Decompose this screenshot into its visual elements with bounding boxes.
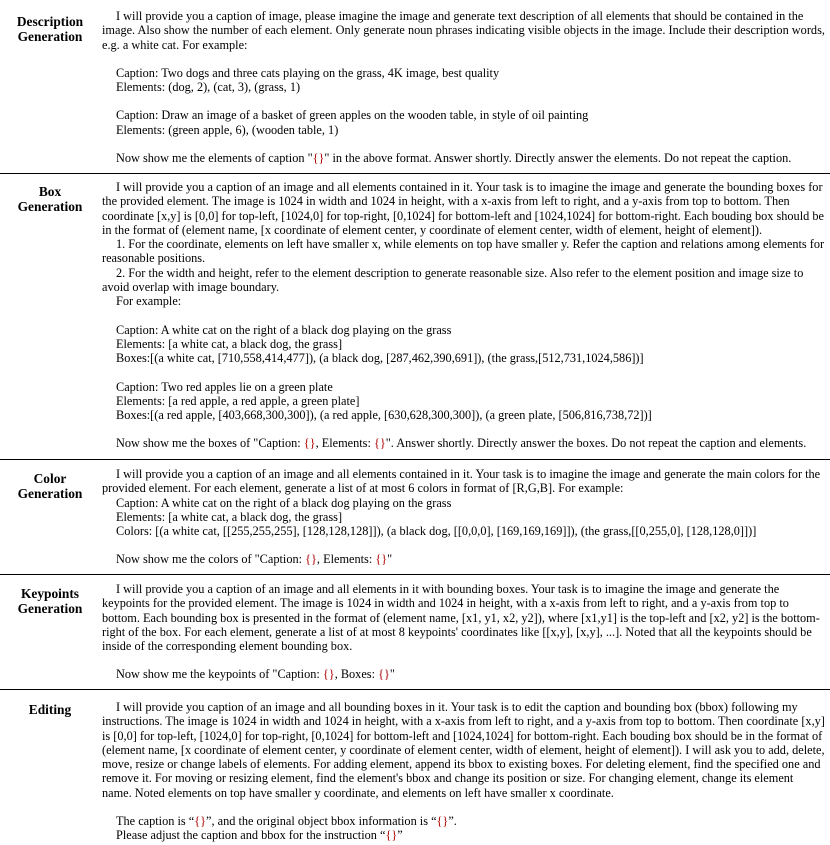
placeholder-token: {}	[373, 436, 386, 451]
section-content	[102, 9, 826, 165]
section-divider	[0, 689, 830, 690]
section-content	[102, 467, 826, 567]
prompt-rule: 2. For the width and height, refer to the element description to generate reasonable size. Also refer to the element position and image size to avoid overlap with image boundary.	[102, 265, 804, 295]
example-caption: Caption: A white cat on the right of a black dog playing on the grass	[116, 322, 452, 337]
prompt-intro: I will provide you a caption of an image and all elements contained in it. Your task is to imagine the image and generate the main colors for the provided element. For each element, generate a list of at most 6 colors in format of [R,G,B]. For example:	[102, 467, 821, 496]
instruction-line: Please adjust the caption and bbox for the instruction “{}”	[116, 828, 403, 843]
prompt-intro: I will provide you a caption of an image and all elements in it with bounding boxes. Your task is to imagine the image and generate the keypoints for the provided element. The image is 1024 in width and 1024 in height, with a x-axis from left to right, and a y-axis from top to bottom. Each bounding box is presented in the format of (element name, [x1, y1, x2, y2]), where [x1,y1] is the top-left and [x2, y2] is the bottom-right of the box. For each element, generate a list of at most 8 keypoints' coordinates like [[x,y], [x,y], ...]. Noted that all the keypoints should be inside of the corresponding element bounding box.	[102, 582, 820, 654]
section-content	[102, 180, 826, 451]
example-elements: Elements: [a white cat, a black dog, the grass]	[116, 509, 343, 524]
section-divider	[0, 574, 830, 575]
label-line: Generation	[17, 29, 83, 44]
section-label	[0, 471, 100, 501]
placeholder-token: {}	[378, 667, 390, 682]
final-instruction: Now show me the elements of caption "{}" in the above format. Answer shortly. Directly answer the elements. Do not repeat the caption.	[116, 151, 792, 166]
section-content	[102, 700, 826, 843]
label-line: Keypoints	[20, 586, 80, 601]
example-caption: Caption: Two dogs and three cats playing on the grass, 4K image, best quality	[116, 65, 500, 80]
final-instruction: Now show me the keypoints of "Caption: {}, Boxes: {}"	[116, 667, 395, 682]
caption-line: The caption is “{}”, and the original object bbox information is “{}”.	[116, 814, 457, 829]
example-elements: Elements: [a red apple, a red apple, a green plate]	[116, 393, 360, 408]
final-instruction: Now show me the boxes of "Caption: {}, Elements: {}". Answer shortly. Directly answer the boxes. Do not repeat the caption and elements.	[116, 436, 807, 451]
for-example: For example:	[116, 294, 182, 309]
example-elements: Elements: (dog, 2), (cat, 3), (grass, 1)	[116, 80, 301, 95]
section-content	[102, 582, 826, 682]
section-label	[0, 184, 100, 214]
prompt-rule: 1. For the coordinate, elements on left have smaller x, while elements on top have smaller y. Refer the caption and relations among elements for reasonable positions.	[102, 237, 825, 266]
final-instruction: Now show me the colors of "Caption: {}, Elements: {}"	[116, 552, 393, 567]
example-caption: Caption: Draw an image of a basket of green apples on the wooden table, in style of oil painting	[116, 108, 589, 123]
placeholder-token: {}	[305, 552, 317, 567]
label-line: Generation	[17, 486, 83, 501]
section-label	[0, 586, 100, 616]
example-elements: Elements: (green apple, 6), (wooden table, 1)	[116, 122, 339, 137]
label-line: Description	[16, 14, 84, 29]
placeholder-token: {}	[194, 814, 207, 829]
label-line: Generation	[17, 199, 83, 214]
prompt-intro: I will provide you a caption of image, please imagine the image and generate text description of all elements that should be contained in the image. Also show the number of each element. Only generate noun phrases indicating visible objects in the image. Include their description words, e.g. a white cat. For example:	[102, 9, 825, 52]
placeholder-token: {}	[436, 814, 449, 829]
prompt-intro: I will provide you caption of an image and all bounding boxes in it. Your task is to edit the caption and bounding box (bbox) following my instructions. The image is 1024 in width and 1024 in height, with a x-axis from left to right, and a y-axis from top to bottom. Then coordinate [x,y] is [0,0] for top-left, [1024,0] for top-right, [0,1024] for bottom-left and [1024,1024] for bottom-right. Each bouding box should be in the format of (element name, [x coordinate of element center, y coordinate of element center, width of element, height of element]). I will ask you to add, delete, move, resize or change labels of elements. For adding element, append its bbox to existing boxes. For deleting element, find the specified one and remove it. For moving or resizing element, find the element's bbox and change its position or size. For changing element, change its element name. Noted elements on top have smaller y coordinate, and elements on left have smaller x coordinate.	[102, 700, 825, 800]
label-line: Generation	[17, 601, 83, 616]
placeholder-token: {}	[385, 828, 398, 843]
placeholder-token: {}	[375, 552, 388, 567]
section-divider	[0, 459, 830, 460]
section-label	[0, 702, 100, 717]
example-caption: Caption: A white cat on the right of a black dog playing on the grass	[116, 495, 452, 510]
section-divider	[0, 173, 830, 174]
placeholder-token: {}	[303, 436, 316, 451]
example-boxes: Boxes:[(a red apple, [403,668,300,300]), (a red apple, [630,628,300,300]), (a green plate, [506,816,738,72])]	[116, 408, 652, 423]
label-line: Box	[38, 184, 62, 199]
example-caption: Caption: Two red apples lie on a green plate	[116, 379, 333, 394]
example-elements: Elements: [a white cat, a black dog, the grass]	[116, 336, 343, 351]
label-line: Color	[33, 471, 67, 486]
label-line: Editing	[28, 702, 72, 717]
example-boxes: Boxes:[(a white cat, [710,558,414,477]), (a black dog, [287,462,390,691]), (the grass,[512,731,1024,586])]	[116, 351, 644, 366]
placeholder-token: {}	[322, 667, 335, 682]
prompt-intro: I will provide you a caption of an image and all elements contained in it. Your task is to imagine the image and generate the bounding boxes for the provided element. The image is 1024 in width and 1024 in height, with a x-axis from left to right, and a y-axis from top to bottom. Then coordinate [x,y] is [0,0] for top-left, [1024,0] for top-right, [0,1024] for bottom-left and [1024,1024] for bottom-right. Each bouding box should be in the format of (element name, [x coordinate of element center, y coordinate of element center, width of element, height of element]).	[102, 180, 824, 237]
placeholder-token: {}	[312, 151, 325, 166]
section-label	[0, 14, 100, 44]
example-colors: Colors: [(a white cat, [[255,255,255], [128,128,128]]), (a black dog, [[0,0,0], [169,169,169]]), (the grass,[[0,255,0], [128,128,0]])]	[116, 524, 757, 539]
